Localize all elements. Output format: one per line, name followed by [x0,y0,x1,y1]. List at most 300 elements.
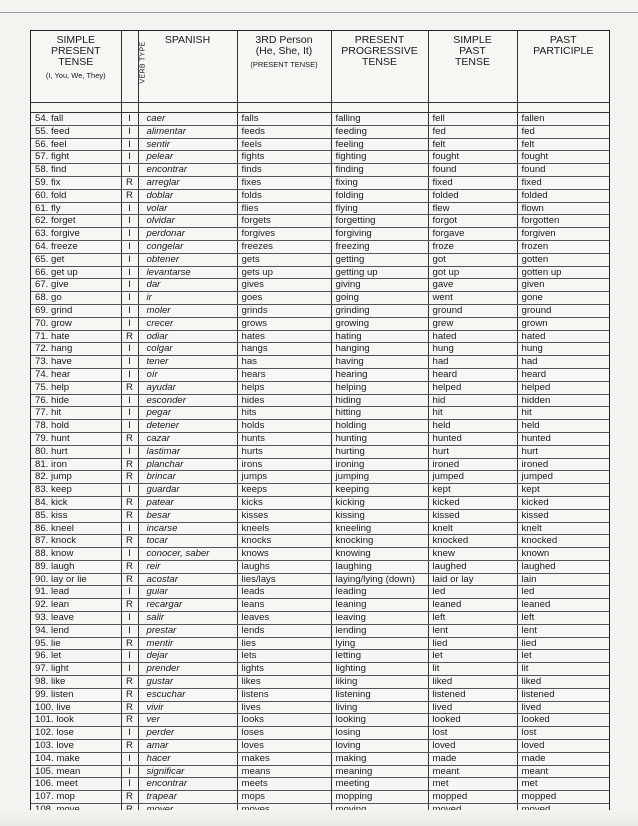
table-row [31,215,609,228]
table-row [31,279,609,292]
simple-past-cell: held [428,420,517,433]
table-row [31,650,609,663]
table-row [31,228,609,241]
third-person-cell: gets up [237,266,331,279]
verb-type-cell: I [121,727,138,740]
simple-past-cell: hated [428,330,517,343]
verb-base-cell: 75. help [31,381,121,394]
progressive-cell: giving [331,279,428,292]
simple-past-cell: hit [428,407,517,420]
verb-type-cell: R [121,458,138,471]
verb-type-cell: I [121,164,138,177]
spanish-cell: volar [138,202,237,215]
verb-table-sheet [30,30,610,818]
progressive-cell: lying [331,637,428,650]
verb-type-cell: R [121,740,138,753]
past-participle-cell: left [517,612,609,625]
simple-past-cell: jumped [428,471,517,484]
third-person-cell: forgives [237,228,331,241]
past-participle-cell: lit [517,663,609,676]
simple-past-cell: kissed [428,509,517,522]
simple-past-cell: looked [428,714,517,727]
verb-base-cell: 93. leave [31,612,121,625]
past-participle-cell: fought [517,151,609,164]
verb-base-cell: 55. feed [31,125,121,138]
simple-past-cell: got up [428,266,517,279]
past-participle-cell: lived [517,701,609,714]
past-participle-cell: lent [517,624,609,637]
third-person-cell: has [237,356,331,369]
verb-type-cell: I [121,612,138,625]
verb-type-cell: R [121,560,138,573]
past-participle-cell: kicked [517,496,609,509]
third-person-cell: lets [237,650,331,663]
simple-past-cell: fixed [428,176,517,189]
spanish-cell: vivir [138,701,237,714]
header-present-progressive: PRESENT PROGRESSIVE TENSE [331,31,428,103]
verb-type-cell: R [121,189,138,202]
verb-type-cell: R [121,535,138,548]
spanish-cell: colgar [138,343,237,356]
progressive-cell: growing [331,317,428,330]
third-person-cell: flies [237,202,331,215]
past-participle-cell: gotten up [517,266,609,279]
simple-past-cell: meant [428,765,517,778]
spanish-cell: recargar [138,599,237,612]
simple-past-cell: gave [428,279,517,292]
past-participle-cell: folded [517,189,609,202]
table-row [31,330,609,343]
verb-type-cell: I [121,778,138,791]
verb-base-cell: 89. laugh [31,560,121,573]
verb-base-cell: 104. make [31,752,121,765]
verb-base-cell: 86. kneel [31,522,121,535]
past-participle-cell: liked [517,676,609,689]
simple-past-cell: had [428,356,517,369]
past-participle-cell: kissed [517,509,609,522]
verb-base-cell: 96. let [31,650,121,663]
table-row [31,202,609,215]
table-row [31,407,609,420]
table-row [31,484,609,497]
table-row [31,471,609,484]
progressive-cell: liking [331,676,428,689]
verb-base-cell: 102. lose [31,727,121,740]
spanish-cell: pelear [138,151,237,164]
simple-past-cell: lent [428,624,517,637]
progressive-cell: looking [331,714,428,727]
third-person-cell: makes [237,752,331,765]
table-row [31,432,609,445]
progressive-cell: loving [331,740,428,753]
table-row [31,343,609,356]
progressive-cell: kicking [331,496,428,509]
table-row [31,368,609,381]
third-person-cell: grows [237,317,331,330]
progressive-cell: mopping [331,791,428,804]
verb-type-cell: R [121,599,138,612]
past-participle-cell: led [517,586,609,599]
verb-base-cell: 85. kiss [31,509,121,522]
table-row [31,253,609,266]
verb-rows [31,103,609,817]
verb-type-cell: I [121,138,138,151]
verb-base-cell: 60. fold [31,189,121,202]
simple-past-cell: helped [428,381,517,394]
progressive-cell: freezing [331,240,428,253]
simple-past-cell: lived [428,701,517,714]
spanish-cell: besar [138,509,237,522]
verb-type-cell: I [121,202,138,215]
progressive-cell: fixing [331,176,428,189]
past-participle-cell: ground [517,304,609,317]
past-participle-cell: jumped [517,471,609,484]
third-person-cell: kneels [237,522,331,535]
third-person-cell: kisses [237,509,331,522]
table-row [31,740,609,753]
simple-past-cell: went [428,292,517,305]
spanish-cell: sentir [138,138,237,151]
third-person-cell: lends [237,624,331,637]
spanish-cell: salir [138,612,237,625]
verb-base-cell: 80. hurt [31,445,121,458]
spanish-cell: hacer [138,752,237,765]
verb-type-cell: I [121,420,138,433]
third-person-cell: grinds [237,304,331,317]
progressive-cell: knowing [331,548,428,561]
spanish-cell: guiar [138,586,237,599]
third-person-cell: fixes [237,176,331,189]
spanish-cell: guardar [138,484,237,497]
progressive-cell: kissing [331,509,428,522]
header-past-participle: PAST PARTICIPLE [517,31,609,103]
simple-past-cell: liked [428,676,517,689]
header-simple-present: SIMPLE PRESENT TENSE (I, You, We, They) [31,31,121,103]
verb-base-cell: 88. know [31,548,121,561]
spanish-cell: gustar [138,676,237,689]
spanish-cell: detener [138,420,237,433]
verb-base-cell: 87. knock [31,535,121,548]
table-row [31,624,609,637]
table-row [31,151,609,164]
verb-base-cell: 76. hide [31,394,121,407]
verb-type-cell: R [121,701,138,714]
past-participle-cell: knelt [517,522,609,535]
past-participle-cell: lied [517,637,609,650]
simple-past-cell: loved [428,740,517,753]
third-person-cell: kicks [237,496,331,509]
third-person-cell: leans [237,599,331,612]
third-person-cell: feeds [237,125,331,138]
verb-type-cell: I [121,228,138,241]
simple-past-cell: felt [428,138,517,151]
past-participle-cell: held [517,420,609,433]
verb-base-cell: 74. hear [31,368,121,381]
verb-base-cell: 97. light [31,663,121,676]
table-row [31,599,609,612]
verb-base-cell: 73. have [31,356,121,369]
past-participle-cell: hung [517,343,609,356]
third-person-cell: knows [237,548,331,561]
spanish-cell: oír [138,368,237,381]
simple-past-cell: met [428,778,517,791]
third-person-cell: lies [237,637,331,650]
simple-past-cell: ground [428,304,517,317]
verb-base-cell: 65. get [31,253,121,266]
table-row [31,496,609,509]
table-row [31,176,609,189]
past-participle-cell: laughed [517,560,609,573]
table-row [31,663,609,676]
verb-type-cell: R [121,688,138,701]
spanish-cell: tener [138,356,237,369]
spanish-cell: congelar [138,240,237,253]
verb-base-cell: 79. hunt [31,432,121,445]
past-participle-cell: loved [517,740,609,753]
verb-base-cell: 67. give [31,279,121,292]
simple-past-cell: lied [428,637,517,650]
verb-base-cell: 103. love [31,740,121,753]
table-row [31,637,609,650]
spanish-cell: olvidar [138,215,237,228]
table-row [31,458,609,471]
spanish-cell: amar [138,740,237,753]
simple-past-cell: hung [428,343,517,356]
past-participle-cell: hunted [517,432,609,445]
spanish-cell: conocer, saber [138,548,237,561]
simple-past-cell: knocked [428,535,517,548]
verb-type-cell: I [121,394,138,407]
progressive-cell: losing [331,727,428,740]
spanish-cell: dejar [138,650,237,663]
table-row [31,420,609,433]
spanish-cell: doblar [138,189,237,202]
table-row [31,778,609,791]
spanish-cell: obtener [138,253,237,266]
third-person-cell: fights [237,151,331,164]
table-row [31,727,609,740]
spanish-cell: esconder [138,394,237,407]
third-person-cell: hates [237,330,331,343]
verb-type-cell: R [121,471,138,484]
progressive-cell: meeting [331,778,428,791]
verb-type-cell: I [121,586,138,599]
simple-past-cell: found [428,164,517,177]
progressive-cell: hearing [331,368,428,381]
progressive-cell: living [331,701,428,714]
third-person-cell: listens [237,688,331,701]
third-person-cell: hunts [237,432,331,445]
verb-base-cell: 56. feel [31,138,121,151]
spanish-cell: reir [138,560,237,573]
verb-type-cell: I [121,356,138,369]
table-row [31,292,609,305]
verb-type-cell: I [121,317,138,330]
third-person-cell: irons [237,458,331,471]
spanish-cell: lastimar [138,445,237,458]
spanish-cell: odiar [138,330,237,343]
past-participle-cell: kept [517,484,609,497]
simple-past-cell: left [428,612,517,625]
progressive-cell: knocking [331,535,428,548]
table-row [31,791,609,804]
third-person-cell: looks [237,714,331,727]
verb-type-cell: R [121,573,138,586]
progressive-cell: leaning [331,599,428,612]
simple-past-cell: let [428,650,517,663]
scan-edge-line [0,12,638,13]
verb-type-cell: R [121,432,138,445]
progressive-cell: getting up [331,266,428,279]
simple-past-cell: fed [428,125,517,138]
spanish-cell: planchar [138,458,237,471]
table-row [31,445,609,458]
table-row [31,394,609,407]
simple-past-cell: hid [428,394,517,407]
verb-base-cell: 100. live [31,701,121,714]
spanish-cell: caer [138,113,237,126]
verb-base-cell: 84. kick [31,496,121,509]
simple-past-cell: hurt [428,445,517,458]
spanish-cell: alimentar [138,125,237,138]
progressive-cell: forgiving [331,228,428,241]
verb-base-cell: 92. lean [31,599,121,612]
simple-past-cell: kept [428,484,517,497]
verb-base-cell: 82. jump [31,471,121,484]
spanish-cell: crecer [138,317,237,330]
spanish-cell: ver [138,714,237,727]
verb-base-cell: 61. fly [31,202,121,215]
verb-base-cell: 70. grow [31,317,121,330]
simple-past-cell: folded [428,189,517,202]
spanish-cell: moler [138,304,237,317]
past-participle-cell: made [517,752,609,765]
verb-type-cell: I [121,624,138,637]
verb-base-cell: 99. listen [31,688,121,701]
verb-type-cell: I [121,752,138,765]
third-person-cell: gets [237,253,331,266]
table-row [31,548,609,561]
simple-past-cell: made [428,752,517,765]
past-participle-cell: hidden [517,394,609,407]
progressive-cell: hanging [331,343,428,356]
third-person-cell: loves [237,740,331,753]
verb-base-cell: 72. hang [31,343,121,356]
third-person-cell: lies/lays [237,573,331,586]
verb-base-cell: 69. grind [31,304,121,317]
verb-base-cell: 66. get up [31,266,121,279]
header-spacer-row [31,103,609,113]
verb-type-cell: I [121,279,138,292]
verb-base-cell: 62. forget [31,215,121,228]
verb-base-cell: 77. hit [31,407,121,420]
past-participle-cell: mopped [517,791,609,804]
verb-type-cell: R [121,714,138,727]
simple-past-cell: knelt [428,522,517,535]
progressive-cell: lighting [331,663,428,676]
past-participle-cell: hated [517,330,609,343]
past-participle-cell: meant [517,765,609,778]
header-spanish: SPANISH [138,31,237,103]
spanish-cell: patear [138,496,237,509]
third-person-cell: meets [237,778,331,791]
spanish-cell: perder [138,727,237,740]
third-person-cell: goes [237,292,331,305]
verb-base-cell: 57. fight [31,151,121,164]
progressive-cell: letting [331,650,428,663]
table-row [31,266,609,279]
verb-type-cell: R [121,496,138,509]
table-row [31,113,609,126]
verb-type-cell: I [121,368,138,381]
past-participle-cell: met [517,778,609,791]
third-person-cell: lives [237,701,331,714]
spanish-cell: incarse [138,522,237,535]
spanish-cell: prestar [138,624,237,637]
progressive-cell: keeping [331,484,428,497]
spanish-cell: significar [138,765,237,778]
verb-base-cell: 54. fall [31,113,121,126]
table-row [31,688,609,701]
third-person-cell: hangs [237,343,331,356]
table-row [31,164,609,177]
simple-past-cell: kicked [428,496,517,509]
spanish-cell: encontrar [138,164,237,177]
table-row [31,240,609,253]
third-person-cell: hides [237,394,331,407]
verb-type-cell: R [121,176,138,189]
verb-base-cell: 107. mop [31,791,121,804]
simple-past-cell: forgot [428,215,517,228]
simple-past-cell: listened [428,688,517,701]
past-participle-cell: listened [517,688,609,701]
third-person-cell: helps [237,381,331,394]
progressive-cell: hiding [331,394,428,407]
simple-past-cell: knew [428,548,517,561]
third-person-cell: hurts [237,445,331,458]
progressive-cell: feeling [331,138,428,151]
progressive-cell: ironing [331,458,428,471]
verb-base-cell: 94. lend [31,624,121,637]
progressive-cell: kneeling [331,522,428,535]
table-row [31,612,609,625]
header-verb-type: VERB TYPE [121,31,138,103]
simple-past-cell: forgave [428,228,517,241]
verb-type-cell: I [121,650,138,663]
past-participle-cell: leaned [517,599,609,612]
progressive-cell: grinding [331,304,428,317]
verb-base-cell: 83. keep [31,484,121,497]
simple-past-cell: fell [428,113,517,126]
progressive-cell: forgetting [331,215,428,228]
simple-past-cell: laughed [428,560,517,573]
verb-type-cell: R [121,637,138,650]
past-participle-cell: lost [517,727,609,740]
spanish-cell: mentir [138,637,237,650]
progressive-cell: hunting [331,432,428,445]
third-person-cell: jumps [237,471,331,484]
third-person-cell: loses [237,727,331,740]
spanish-cell: perdonar [138,228,237,241]
third-person-cell: gives [237,279,331,292]
past-participle-cell: helped [517,381,609,394]
table-row [31,317,609,330]
spanish-cell: arreglar [138,176,237,189]
progressive-cell: hurting [331,445,428,458]
table-row [31,560,609,573]
simple-past-cell: flew [428,202,517,215]
verb-type-cell: I [121,548,138,561]
